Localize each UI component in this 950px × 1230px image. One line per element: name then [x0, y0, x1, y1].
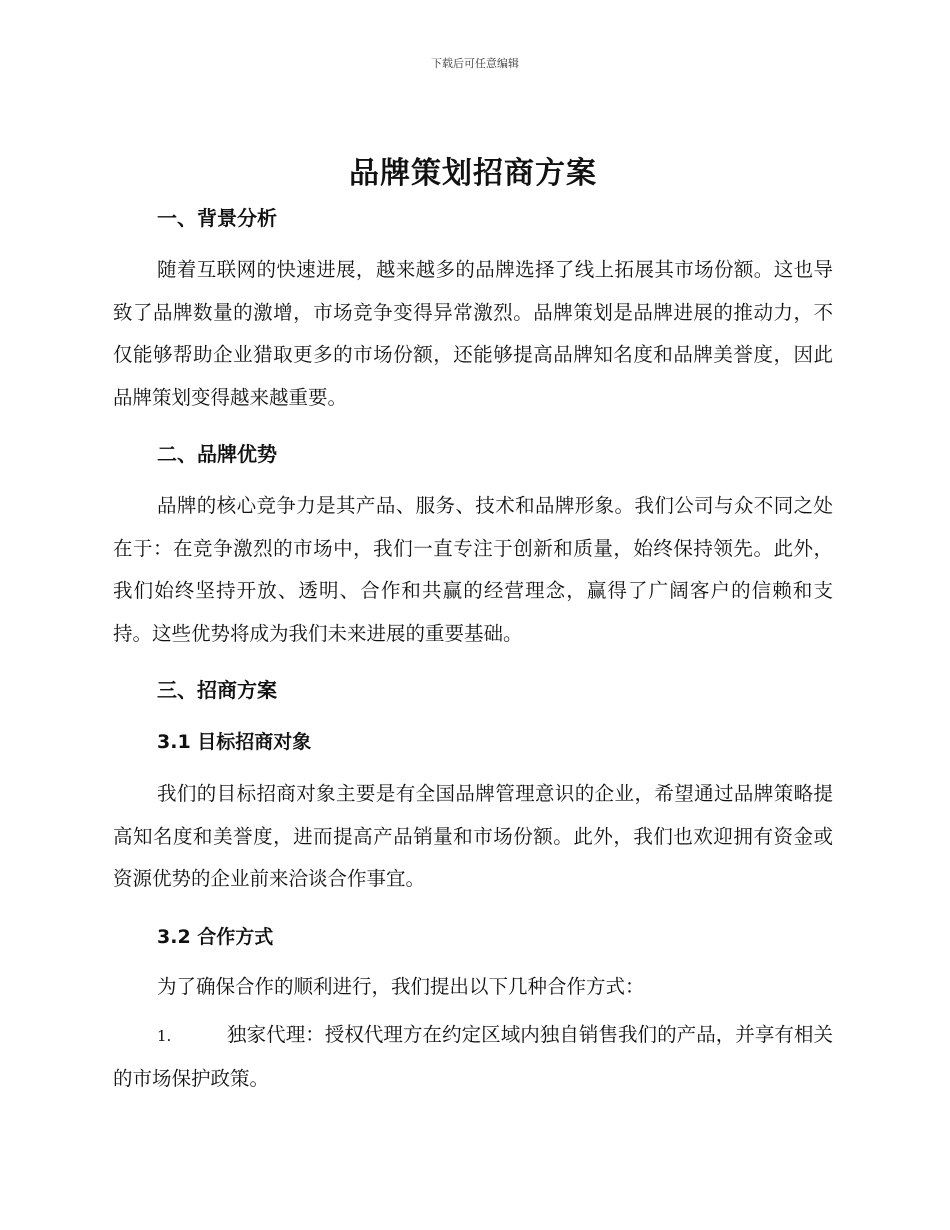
document-body [113, 148, 833, 1100]
paragraph-cooperation-intro: 为了确保合作的顺利进行，我们提出以下几种合作方式： [157, 974, 645, 998]
section-heading-background: 一、背景分析 [157, 206, 277, 230]
section-heading-plan: 三、招商方案 [157, 678, 277, 702]
list-item-number: 1. [157, 1027, 172, 1045]
document-title: 品牌策划招商方案 [349, 156, 597, 191]
subsection-heading-target: 3.1 目标招商对象 [157, 731, 312, 753]
paragraph-advantage: 品牌的核心竞争力是其产品、服务、技术和品牌形象。我们公司与众不同之处在于：在竞争激烈的市场中，我们一直专注于创新和质量，始终保持领先。此外，我们始终坚持开放、透明、合作和共赢的经营理念，赢得了广阔客户的信赖和支持。这些优势将成为我们未来进展的重要基础。 [113, 494, 833, 645]
header-note: 下载后可任意编辑 [431, 57, 519, 70]
list-item [113, 1014, 833, 1100]
paragraph-target: 我们的目标招商对象主要是有全国品牌管理意识的企业，希望通过品牌策略提高知名度和美誉度，进而提高产品销量和市场份额。此外，我们也欢迎拥有资金或资源优势的企业前来洽谈合作事宜。 [113, 782, 833, 890]
section-heading-advantage: 二、品牌优势 [157, 442, 277, 466]
list-item-text: 独家代理：授权代理方在约定区域内独自销售我们的产品，并享有相关的市场保护政策。 [113, 1023, 833, 1090]
paragraph-background: 随着互联网的快速进展，越来越多的品牌选择了线上拓展其市场份额。这也导致了品牌数量的激增，市场竞争变得异常激烈。品牌策划是品牌进展的推动力，不仅能够帮助企业猎取更多的市场份额，还能够提高品牌知名度和品牌美誉度，因此品牌策划变得越来越重要。 [113, 258, 833, 409]
subsection-heading-cooperation: 3.2 合作方式 [157, 925, 274, 948]
